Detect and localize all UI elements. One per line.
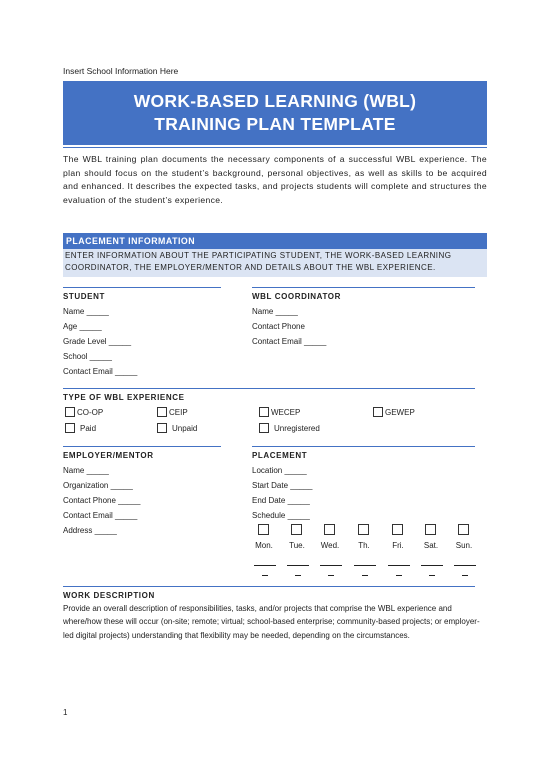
school-info: Insert School Information Here [63, 66, 179, 76]
coordinator-rule [252, 287, 475, 288]
paid-label: Paid [80, 424, 97, 433]
mon-hours-line[interactable] [254, 565, 276, 566]
student-age-field[interactable]: Age _____ [63, 322, 102, 331]
student-grade-field[interactable]: Grade Level _____ [63, 337, 132, 346]
fri-dash [396, 575, 402, 576]
thu-checkbox[interactable] [358, 524, 369, 535]
wecep-checkbox[interactable] [259, 407, 269, 417]
work-description-rule [63, 586, 475, 587]
employer-rule [63, 446, 221, 447]
thu-hours-line[interactable] [354, 565, 376, 566]
ceip-label: CEIP [169, 408, 188, 417]
day-label-tue: Tue. [289, 541, 305, 550]
employer-heading: EMPLOYER/MENTOR [63, 451, 154, 460]
coordinator-heading: WBL COORDINATOR [252, 292, 341, 301]
placement-location-field[interactable]: Location _____ [252, 466, 307, 475]
sun-checkbox[interactable] [458, 524, 469, 535]
tue-hours-line[interactable] [287, 565, 309, 566]
unpaid-checkbox[interactable] [157, 423, 167, 433]
mon-checkbox[interactable] [258, 524, 269, 535]
ceip-checkbox[interactable] [157, 407, 167, 417]
sat-hours-line[interactable] [421, 565, 443, 566]
wed-dash [328, 575, 334, 576]
wbl-type-rule [63, 388, 475, 389]
thu-dash [362, 575, 368, 576]
coordinator-name-field[interactable]: Name _____ [252, 307, 298, 316]
gewep-label: GEWEP [385, 408, 415, 417]
sun-hours-line[interactable] [454, 565, 476, 566]
placement-info-heading: PLACEMENT INFORMATION [63, 233, 487, 249]
day-label-mon: Mon. [255, 541, 273, 550]
unregistered-label: Unregistered [274, 424, 320, 433]
page-number: 1 [63, 708, 68, 717]
employer-address-field[interactable]: Address _____ [63, 526, 117, 535]
placement-end-date-field[interactable]: End Date _____ [252, 496, 310, 505]
sat-dash [429, 575, 435, 576]
title-line-1: WORK-BASED LEARNING (WBL) [133, 91, 417, 111]
wbl-type-heading: TYPE OF WBL EXPERIENCE [63, 393, 185, 402]
title-banner [63, 81, 487, 145]
coop-checkbox[interactable] [65, 407, 75, 417]
placement-start-date-field[interactable]: Start Date _____ [252, 481, 313, 490]
student-email-field[interactable]: Contact Email _____ [63, 367, 138, 376]
placement-info-instructions: ENTER INFORMATION ABOUT THE PARTICIPATING STUDENT, THE WORK-BASED LEARNING COORDINATOR, THE EMPLOYER/MENTOR AND DETAILS ABOUT THE WBL EXPERIENCE. [63, 249, 487, 277]
mon-dash [262, 575, 268, 576]
banner-rule [63, 147, 487, 148]
placement-schedule-field[interactable]: Schedule _____ [252, 511, 310, 520]
employer-organization-field[interactable]: Organization _____ [63, 481, 133, 490]
student-heading: STUDENT [63, 292, 105, 301]
paid-checkbox[interactable] [65, 423, 75, 433]
coop-label: CO-OP [77, 408, 104, 417]
day-label-thu: Th. [358, 541, 370, 550]
intro-paragraph: The WBL training plan documents the necessary components of a successful WBL experience. The plan should focus on the student’s background, personal objectives, as well as skills to be acquired and enhanced. It describes the expected tasks, and projects students will complete and structures the evaluation of the student’s experience. [63, 154, 487, 205]
day-label-sat: Sat. [423, 541, 439, 550]
employer-name-field[interactable]: Name _____ [63, 466, 109, 475]
coordinator-phone-field[interactable]: Contact Phone [252, 322, 305, 331]
tue-dash [295, 575, 301, 576]
sat-checkbox[interactable] [425, 524, 436, 535]
sun-dash [462, 575, 468, 576]
coordinator-email-field[interactable]: Contact Email _____ [252, 337, 327, 346]
title-line-2: TRAINING PLAN TEMPLATE [154, 114, 396, 134]
fri-checkbox[interactable] [392, 524, 403, 535]
work-description-text: Provide an overall description of responsibilities, tasks, and/or projects that comprise the WBL experience and where/how these will occur (on-site; remote; virtual; school-based enterprise; community-based projects; or employer-led digital projects) understanding that flexibility may be needed, depending on the circumstances. [63, 604, 480, 640]
day-label-wed: Wed. [320, 541, 340, 550]
student-school-field[interactable]: School _____ [63, 352, 112, 361]
unregistered-checkbox[interactable] [259, 423, 269, 433]
unpaid-label: Unpaid [172, 424, 198, 433]
fri-hours-line[interactable] [388, 565, 410, 566]
employer-email-field[interactable]: Contact Email _____ [63, 511, 138, 520]
student-rule [63, 287, 221, 288]
placement-heading: PLACEMENT [252, 451, 308, 460]
wecep-label: WECEP [271, 408, 301, 417]
gewep-checkbox[interactable] [373, 407, 383, 417]
student-name-field[interactable]: Name _____ [63, 307, 109, 316]
day-label-sun: Sun. [455, 541, 473, 550]
placement-rule [252, 446, 475, 447]
wed-checkbox[interactable] [324, 524, 335, 535]
day-label-fri: Fri. [392, 541, 404, 550]
tue-checkbox[interactable] [291, 524, 302, 535]
employer-phone-field[interactable]: Contact Phone _____ [63, 496, 141, 505]
wed-hours-line[interactable] [320, 565, 342, 566]
work-description-heading: WORK DESCRIPTION [63, 591, 155, 600]
